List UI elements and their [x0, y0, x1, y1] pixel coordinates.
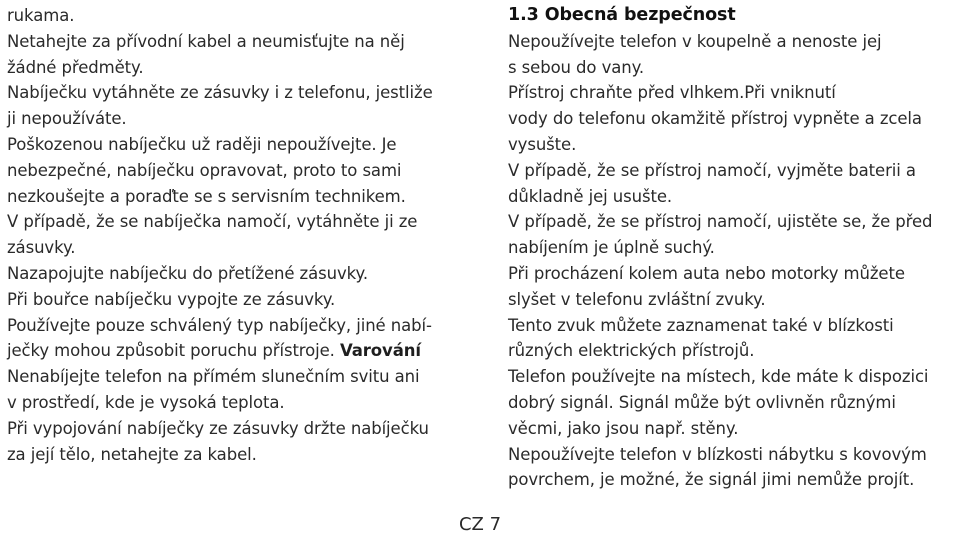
text-line: za její tělo, netahejte za kabel.: [7, 444, 257, 464]
text-line: nabíjením je úplně suchý.: [508, 238, 715, 258]
text-line: Netahejte za přívodní kabel a neumisťujte na něj: [7, 31, 405, 51]
text-line: Při bouřce nabíječku vypojte ze zásuvky.: [7, 289, 336, 309]
text-line: Nenabíjejte telefon na přímém slunečním svitu ani: [7, 367, 420, 387]
text-line: zásuvky.: [7, 238, 76, 258]
text-line: V případě, že se přístroj namočí, ujistěte se, že před: [508, 212, 933, 232]
text-line: Při procházení kolem auta nebo motorky můžete: [508, 263, 905, 283]
text-line: Používejte pouze schválený typ nabíječky, jiné nabí-: [7, 315, 432, 335]
text-line: Nabíječku vytáhněte ze zásuvky i z telefonu, jestliže: [7, 83, 433, 103]
text-line-with-warning: [7, 338, 477, 364]
text-line: slyšet v telefonu zvláštní zvuky.: [508, 289, 766, 309]
text-line: Telefon používejte na místech, kde máte k dispozici: [508, 367, 929, 387]
text-line: V případě, že se přístroj namočí, vyjměte baterii a: [508, 160, 916, 180]
text-line: V případě, že se nabíječka namočí, vytáhněte ji ze: [7, 212, 418, 232]
text-line: rukama.: [7, 6, 75, 25]
text-line: ji nepoužíváte.: [7, 109, 127, 129]
text-line: povrchem, je možné, že signál jimi nemůže projít.: [508, 470, 915, 490]
text-line: v prostředí, kde je vysoká teplota.: [7, 392, 285, 412]
text-line: vody do telefonu okamžitě přístroj vypněte a zcela: [508, 109, 922, 129]
text-line: s sebou do vany.: [508, 57, 645, 77]
text-line: Poškozenou nabíječku už raději nepoužívejte. Je: [7, 134, 397, 154]
text-line: Nepoužívejte telefon v koupelně a nenoste jej: [508, 31, 882, 51]
text-line: Nepoužívejte telefon v blízkosti nábytku s kovovým: [508, 444, 927, 464]
right-column: [508, 3, 958, 493]
section-heading: 1.3 Obecná bezpečnost: [508, 5, 736, 25]
text-fragment: ječky mohou způsobit poruchu přístroje.: [7, 341, 335, 361]
text-line: Přístroj chraňte před vlhkem.Při vniknutí: [508, 83, 836, 103]
page-number: CZ 7: [458, 514, 502, 535]
text-line: vysušte.: [508, 134, 577, 154]
text-line: důkladně jej usušte.: [508, 186, 673, 206]
text-line: žádné předměty.: [7, 57, 144, 77]
text-line: nebezpečné, nabíječku opravovat, proto to sami: [7, 160, 402, 180]
text-line: dobrý signál. Signál může být ovlivněn různými: [508, 392, 896, 412]
left-column: [7, 3, 477, 467]
text-line: různých elektrických přístrojů.: [508, 341, 755, 361]
text-line: Při vypojování nabíječky ze zásuvky držte nabíječku: [7, 418, 429, 438]
text-line: nezkoušejte a poraďte se s servisním technikem.: [7, 186, 406, 206]
text-line: Tento zvuk můžete zaznamenat také v blízkosti: [508, 315, 894, 335]
text-line: věcmi, jako jsou např. stěny.: [508, 418, 739, 438]
text-line: Nazapojujte nabíječku do přetížené zásuvky.: [7, 263, 368, 283]
warning-label: Varování: [339, 341, 421, 361]
